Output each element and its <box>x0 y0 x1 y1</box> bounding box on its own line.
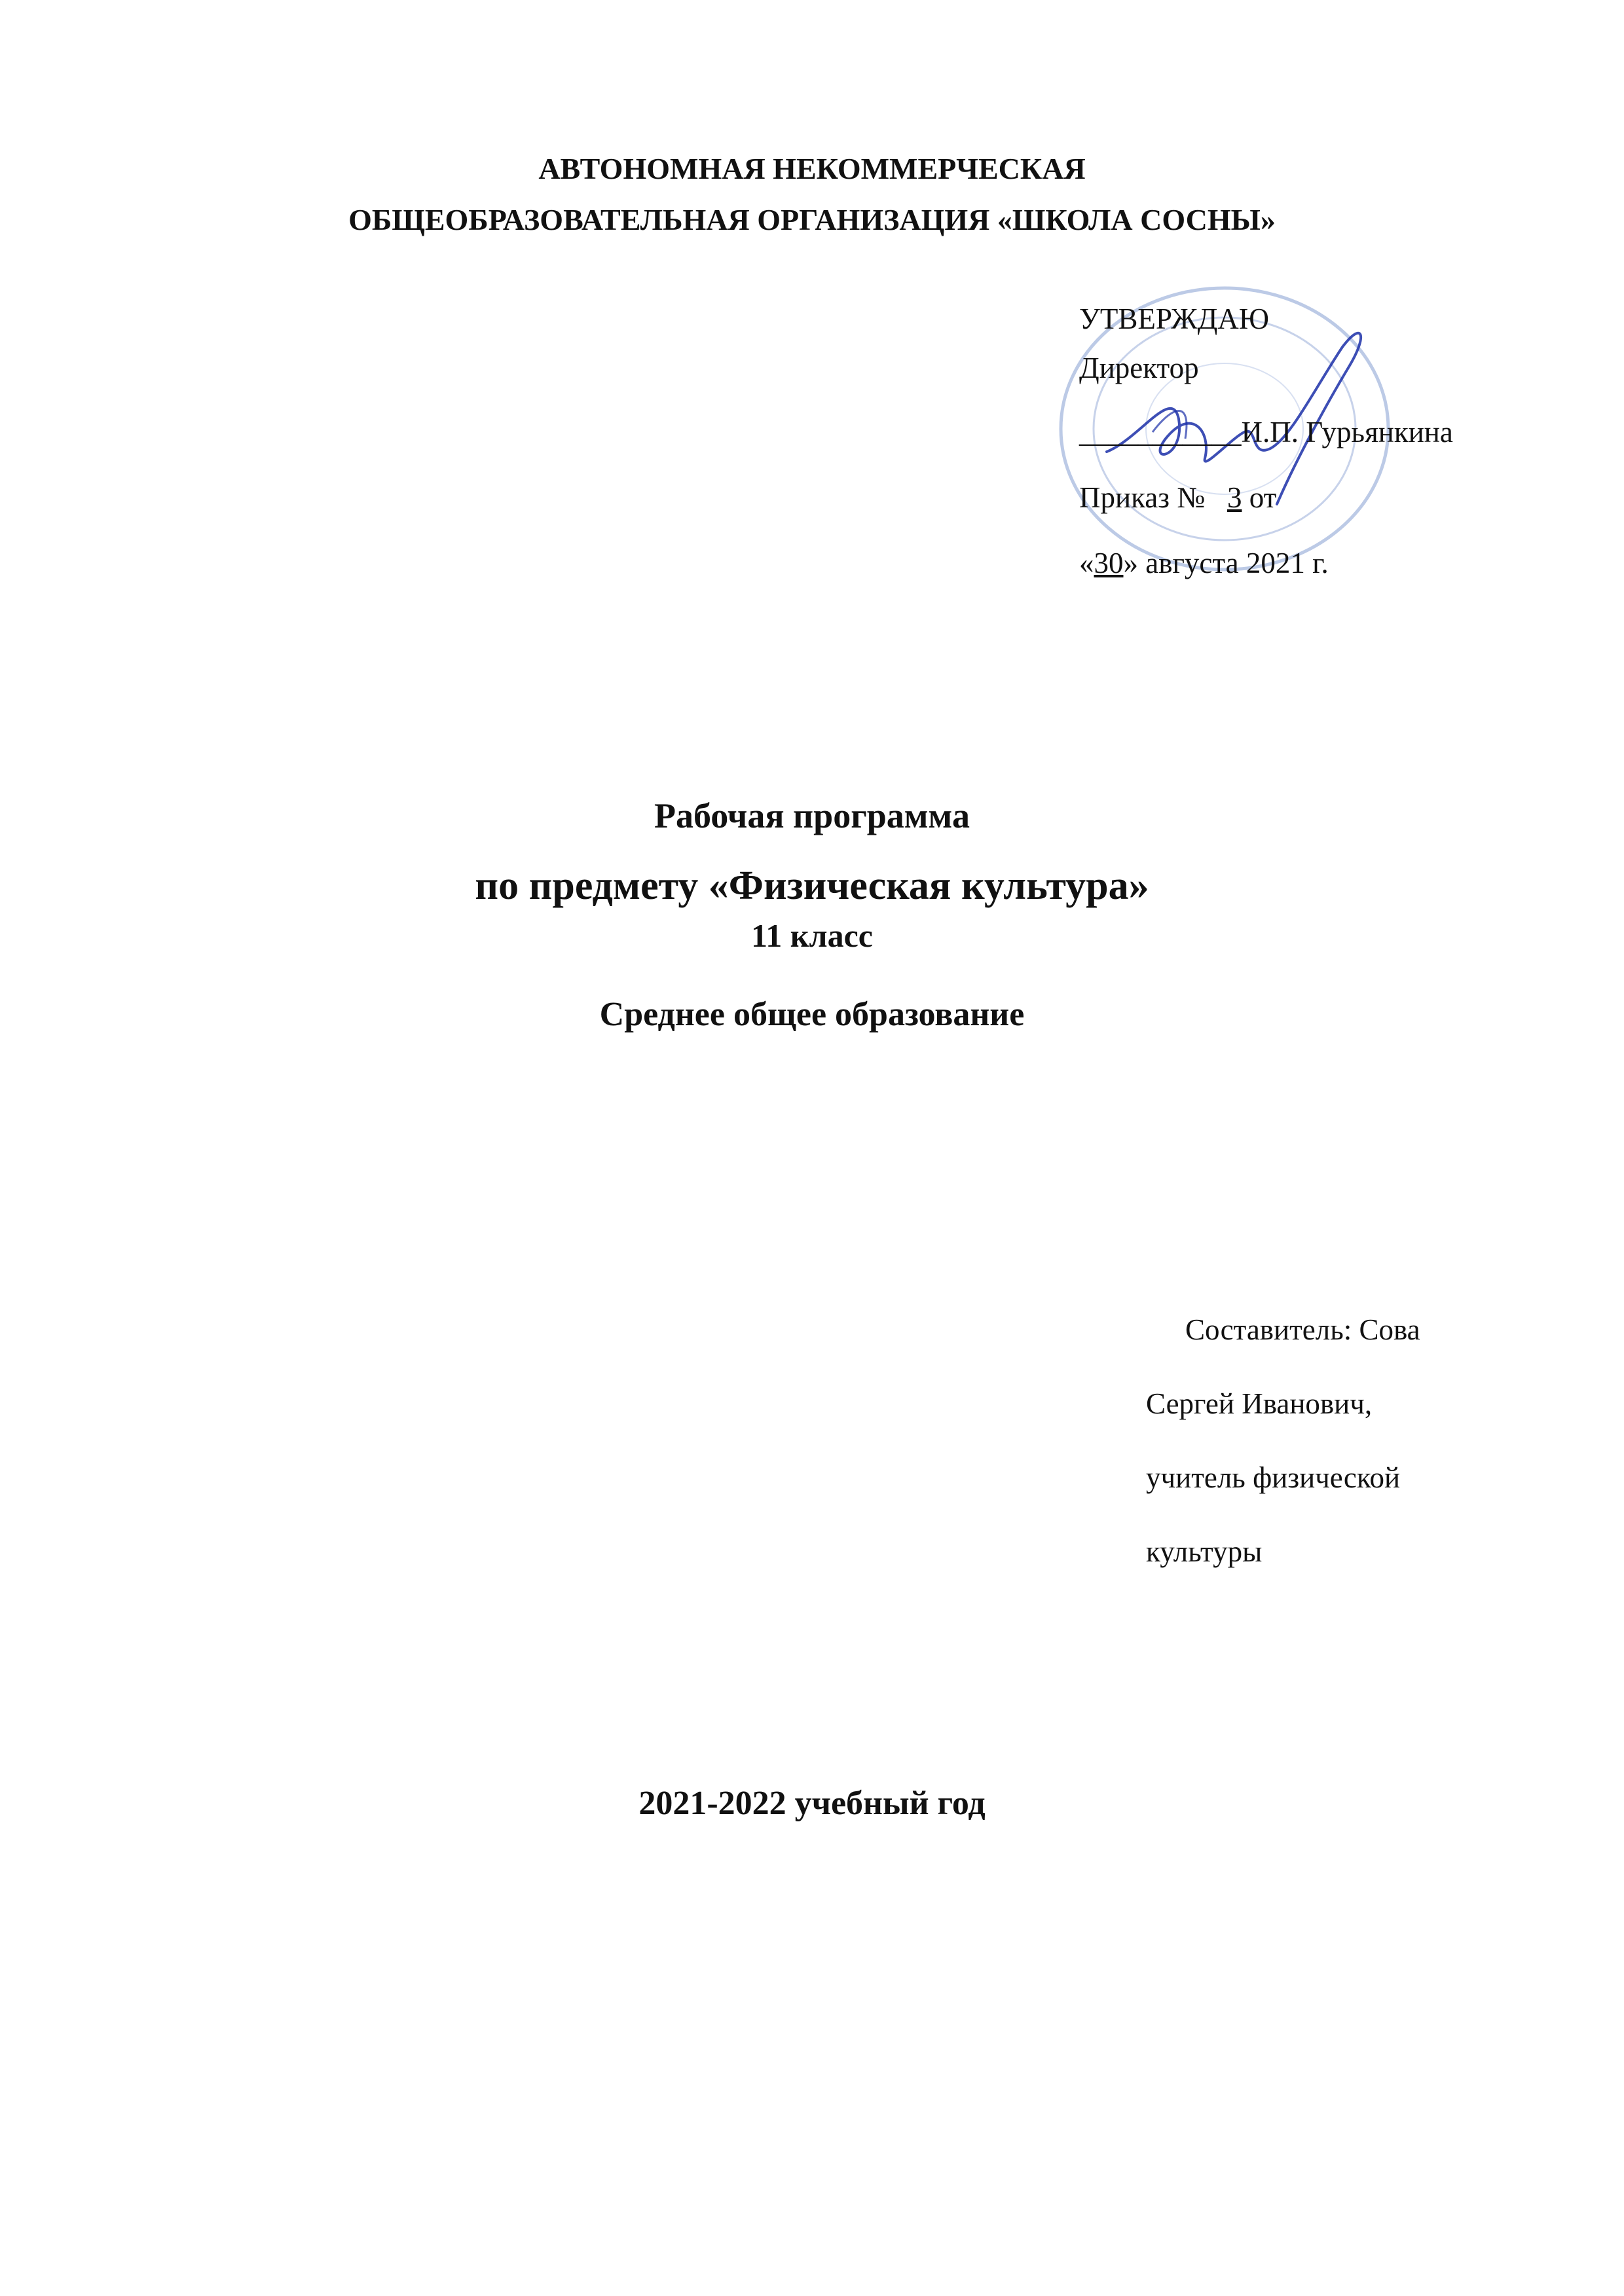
author-line-4: культуры <box>1146 1535 1263 1568</box>
approval-signature-line <box>1079 399 1524 465</box>
approval-date <box>1079 530 1524 596</box>
order-number: 3 <box>1227 481 1242 514</box>
document-education-level: Среднее общее образование <box>599 996 1025 1033</box>
director-name: И.П. Гурьянкина <box>1241 416 1453 448</box>
academic-year: 2021-2022 учебный год <box>638 1785 986 1822</box>
author-line-2: Сергей Иванович, <box>1146 1387 1373 1420</box>
approval-order <box>1079 465 1524 530</box>
author-block <box>1146 1293 1539 1589</box>
order-suffix: от <box>1249 481 1277 514</box>
document-subject: по предмету «Физическая культура» <box>475 864 1149 908</box>
date-open-quote: « <box>1079 547 1094 579</box>
approval-heading: УТВЕРЖДАЮ <box>1079 302 1270 335</box>
organization-name-line-1: АВТОНОМНАЯ НЕКОММЕРЧЕСКАЯ <box>538 152 1086 185</box>
date-day: 30 <box>1094 547 1124 579</box>
order-prefix: Приказ № <box>1079 481 1206 514</box>
date-rest: » августа 2021 г. <box>1123 547 1329 579</box>
approval-role: Директор <box>1079 352 1199 384</box>
signature-blank: ___________ <box>1079 416 1242 448</box>
document-grade: 11 класс <box>751 917 873 954</box>
author-line-3: учитель физической <box>1146 1461 1401 1494</box>
document-title: Рабочая программа <box>654 796 970 835</box>
approval-block <box>1079 295 1524 596</box>
organization-name-line-2: ОБЩЕОБРАЗОВАТЕЛЬНАЯ ОРГАНИЗАЦИЯ «ШКОЛА СОСНЫ» <box>348 203 1276 236</box>
author-line-1: Составитель: Сова <box>1185 1313 1420 1346</box>
